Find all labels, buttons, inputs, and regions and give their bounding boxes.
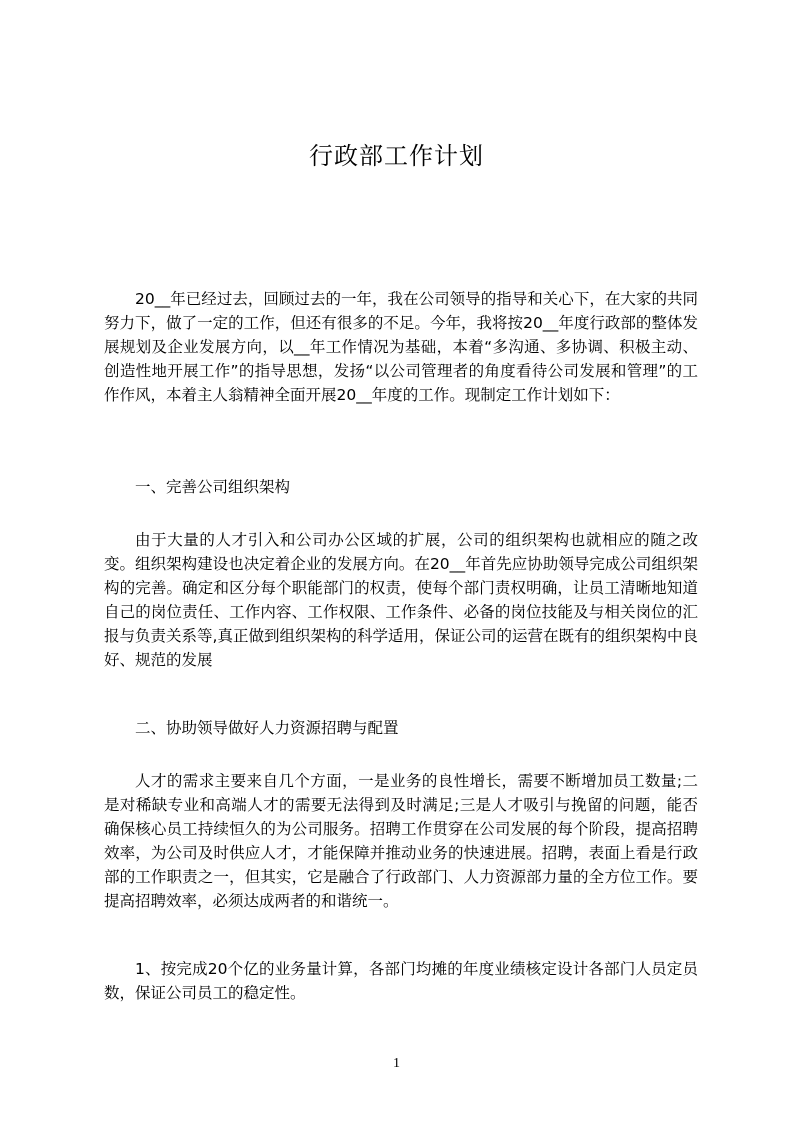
intro-paragraph: 20__年已经过去，回顾过去的一年，我在公司领导的指导和关心下，在大家的共同努力下，做了一定的工作，但还有很多的不足。今年，我将按20__年度行政部的整体发展规划及企业发展方向，以__年工作情况为基础，本着“多沟通、多协调、积极主动、创造性地开展工作”的指导思想，发扬“以公司管理者的角度看待公司发展和管理”的工作作风，本着主人翁精神全面开展20__年度的工作。现制定工作计划如下：: [104, 290, 698, 404]
document-title: 行政部工作计划: [309, 142, 484, 170]
page-number: 1: [393, 1056, 400, 1071]
section-2-paragraph: 人才的需求主要来自几个方面，一是业务的良性增长，需要不断增加员工数量;二是对稀缺专业和高端人才的需要无法得到及时满足;三是人才吸引与挽留的问题，能否确保核心员工持续恒久的为公司服务。招聘工作贯穿在公司发展的每个阶段，提高招聘效率，为公司及时供应人才，才能保障并推动业务的快速进展。招聘，表面上看是行政部的工作职责之一，但其实，它是融合了行政部门、人力资源部力量的全方位工作。要提高招聘效率，必须达成两者的和谐统一。: [104, 772, 698, 910]
section-1-paragraph: 由于大量的人才引入和公司办公区域的扩展，公司的组织架构也就相应的随之改变。组织架构建设也决定着企业的发展方向。在20__年首先应协助领导完成公司组织架构的完善。确定和区分每个职能部门的权责，使每个部门责权明确，让员工清晰地知道自己的岗位责任、工作内容、工作权限、工作条件、必备的岗位技能及与相关岗位的汇报与负责关系等,真正做到组织架构的科学适用，保证公司的运营在既有的组织架构中良好、规范的发展: [104, 531, 698, 669]
section-heading-1: 一、完善公司组织架构: [135, 478, 291, 496]
section-heading-2: 二、协助领导做好人力资源招聘与配置: [135, 719, 399, 737]
section-2-item-1: 1、按完成20个亿的业务量计算，各部门均摊的年度业绩核定设计各部门人员定员数，保证公司员工的稳定性。: [104, 960, 698, 1002]
